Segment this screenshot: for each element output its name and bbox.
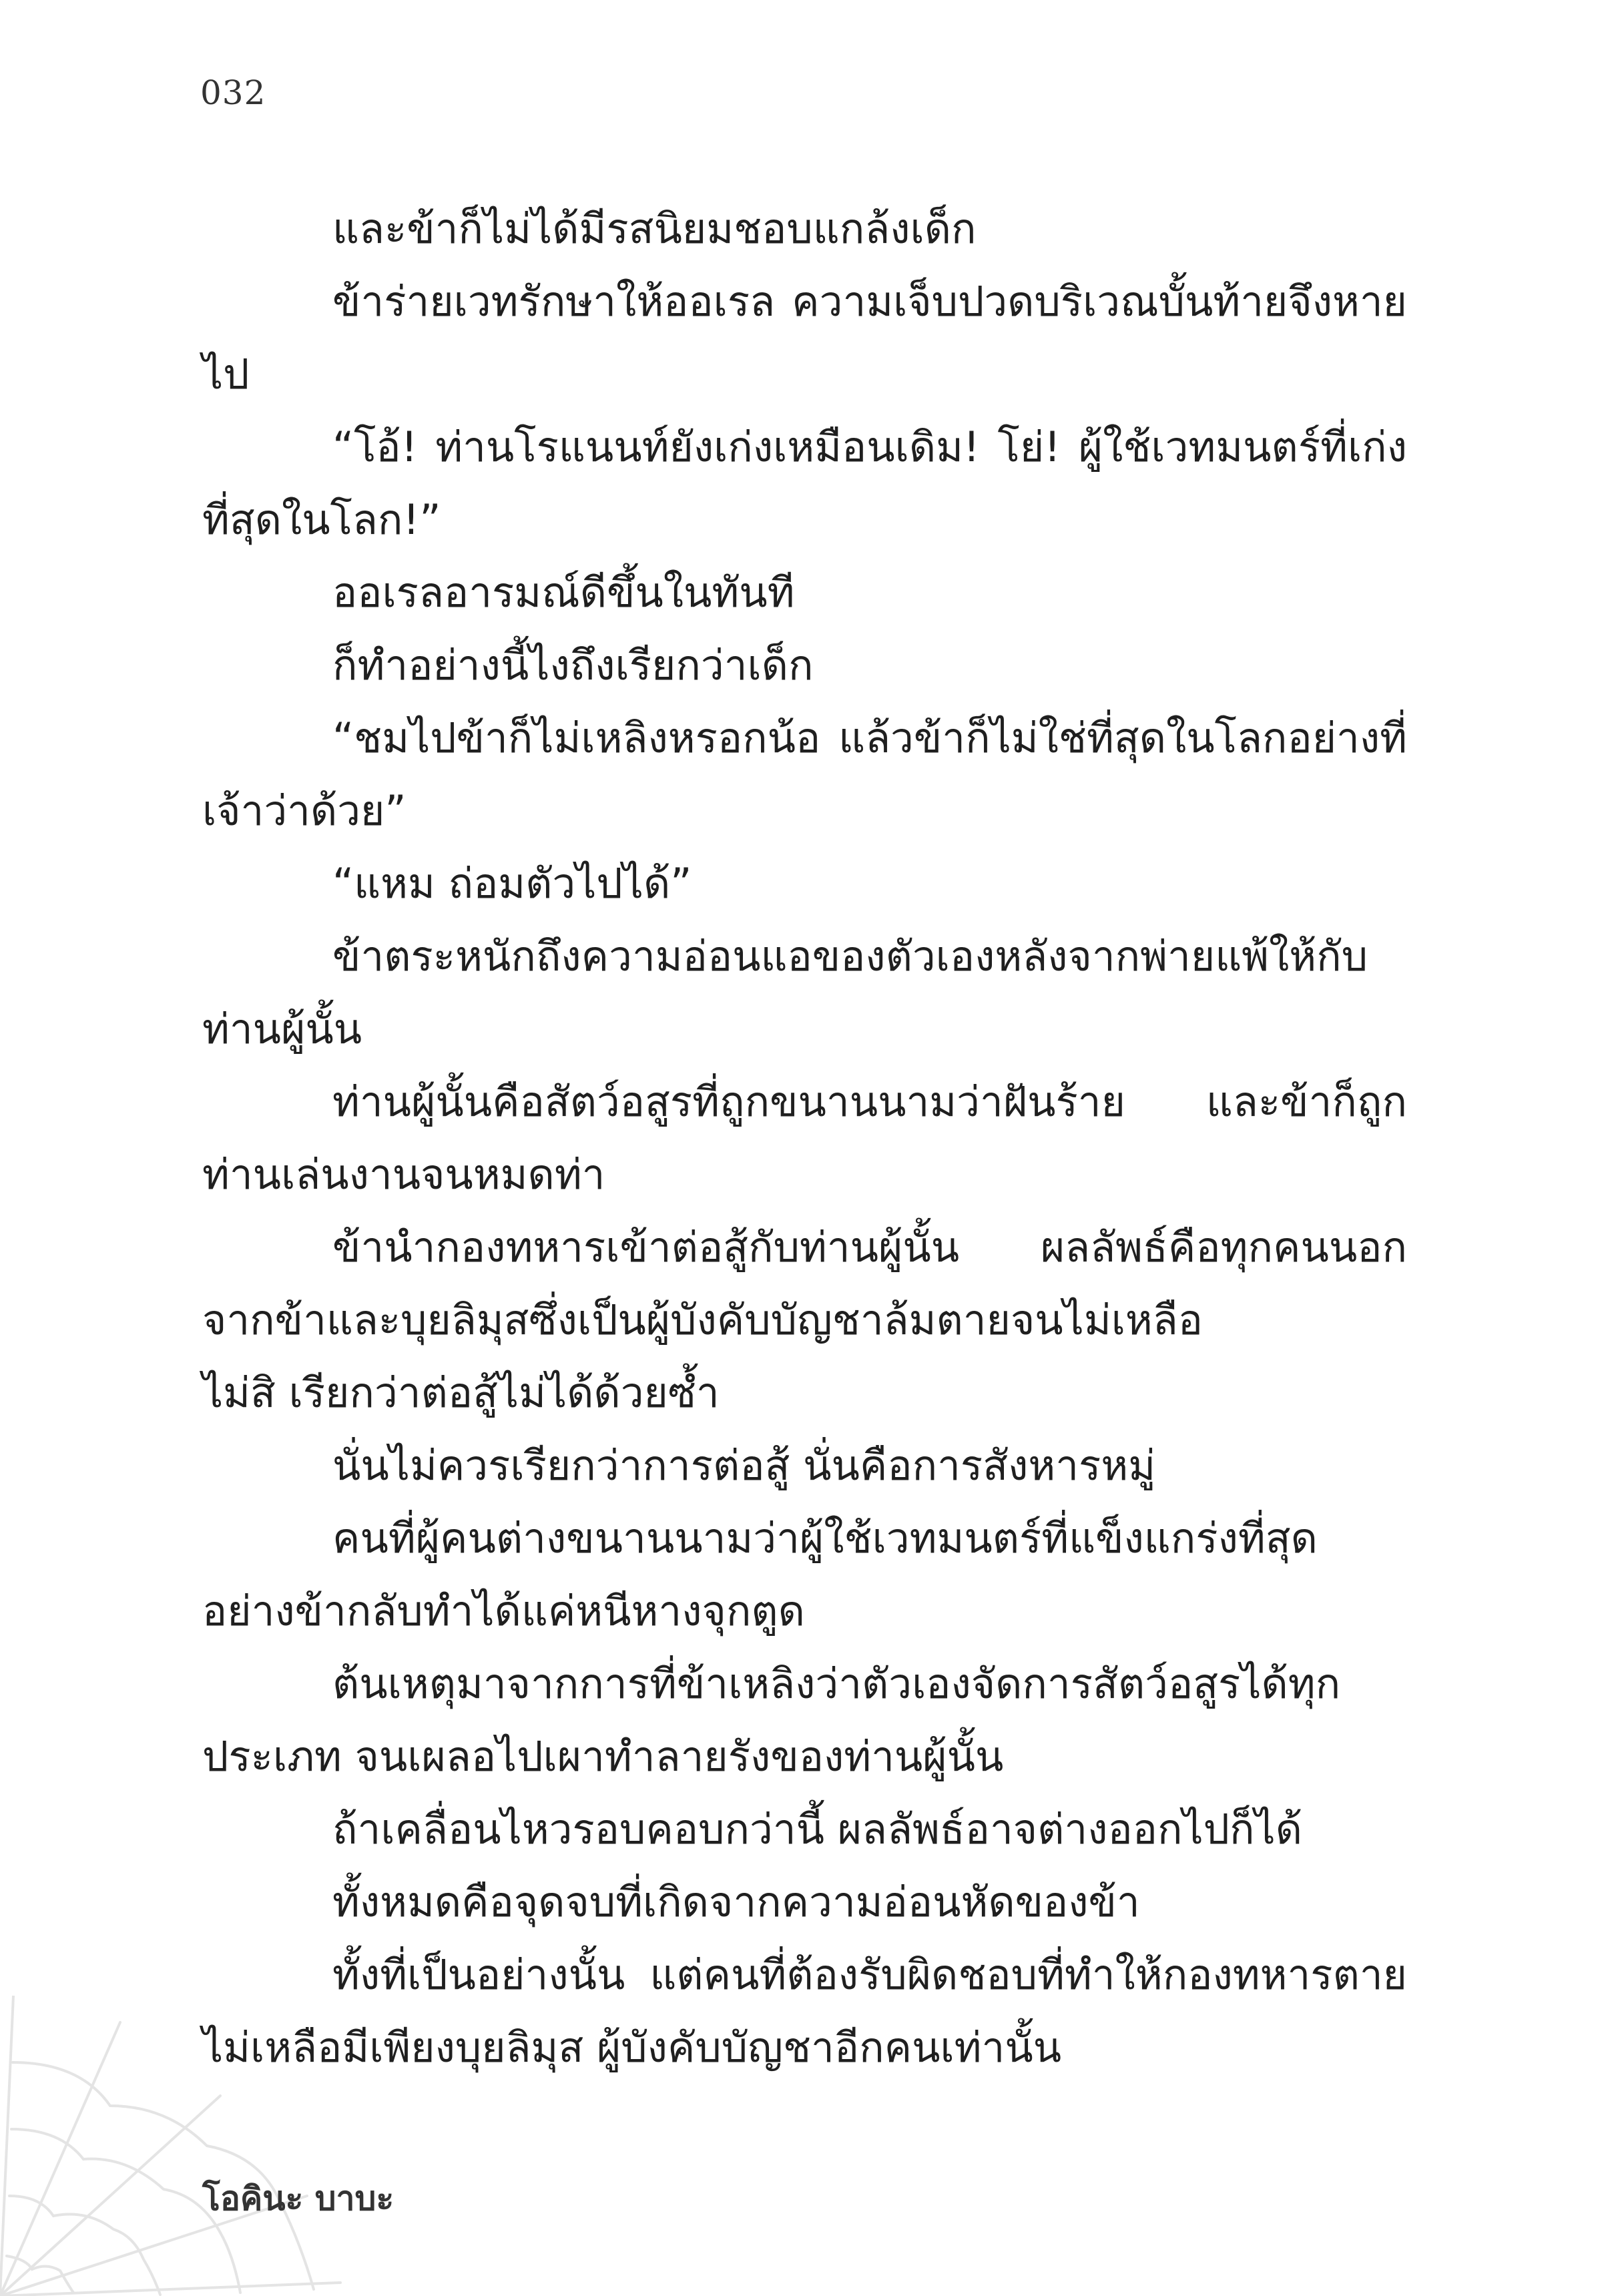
paragraph-13: คนที่ผู้คนต่างขนานนามว่าผู้ใช้เวทมนตร์ที่แข็งแกร่งที่สุดอย่างข้ากลับทำได้แค่หนีหางจุกตูด (202, 1514, 1318, 1635)
paragraph-17: ทั้งที่เป็นอย่างนั้น แต่คนที่ต้องรับผิดชอบที่ทำให้กองทหารตายไม่เหลือมีเพียงบุยลิมุส ผู้บังคับบัญชาอีกคนเท่านั้น (202, 1950, 1407, 2072)
paragraph-16: ทั้งหมดคือจุดจบที่เกิดจากความอ่อนหัดของข้า (332, 1878, 1140, 1926)
paragraph-3: “โอ้! ท่านโรแนนท์ยังเก่งเหมือนเดิม! โย่! ผู้ใช้เวทมนตร์ที่เก่งที่สุดในโลก!” (202, 422, 1407, 544)
paragraph-7: “แหม ถ่อมตัวไปได้” (332, 859, 692, 908)
paragraph-15: ถ้าเคลื่อนไหวรอบคอบกว่านี้ ผลลัพธ์อาจต่างออกไปก็ได้ (332, 1805, 1303, 1853)
paragraph-4: ออเรลอารมณ์ดีขึ้นในทันที (332, 568, 795, 617)
paragraph-11: ไม่สิ เรียกว่าต่อสู้ไม่ได้ด้วยซ้ำ (202, 1368, 720, 1417)
paragraph-9: ท่านผู้นั้นคือสัตว์อสูรที่ถูกขนานนามว่าฝันร้าย และข้าก็ถูกท่านเล่นงานจนหมดท่า (202, 1077, 1407, 1199)
paragraph-1: และข้าก็ไม่ได้มีรสนิยมชอบแกล้งเด็ก (332, 204, 977, 253)
paragraph-10: ข้านำกองทหารเข้าต่อสู้กับท่านผู้นั้น ผลลัพธ์คือทุกคนนอกจากข้าและบุยลิมุสซึ่งเป็นผู้บังคับบัญชาล้มตายจนไม่เหลือ (202, 1223, 1407, 1344)
body-text (202, 192, 1407, 2084)
paragraph-5: ก็ทำอย่างนี้ไงถึงเรียกว่าเด็ก (332, 641, 814, 689)
paragraph-6: “ชมไปข้าก็ไม่เหลิงหรอกน้อ แล้วข้าก็ไม่ใช่ที่สุดในโลกอย่างที่เจ้าว่าด้วย” (202, 713, 1407, 835)
page-number: 032 (200, 73, 266, 112)
paragraph-8: ข้าตระหนักถึงความอ่อนแอของตัวเองหลังจากพ่ายแพ้ให้กับท่านผู้นั้น (202, 932, 1368, 1053)
paragraph-12: นั่นไม่ควรเรียกว่าการต่อสู้ นั่นคือการสังหารหมู่ (332, 1441, 1156, 1490)
spider-web-watermark (0, 1996, 347, 2296)
paragraph-2: ข้าร่ายเวทรักษาให้ออเรล ความเจ็บปวดบริเวณบั้นท้ายจึงหายไป (202, 277, 1407, 398)
paragraph-14: ต้นเหตุมาจากการที่ข้าเหลิงว่าตัวเองจัดการสัตว์อสูรได้ทุกประเภท จนเผลอไปเผาทำลายรังของท่านผู้นั้น (202, 1659, 1341, 1781)
book-author: โอคินะ บาบะ (202, 2179, 394, 2218)
